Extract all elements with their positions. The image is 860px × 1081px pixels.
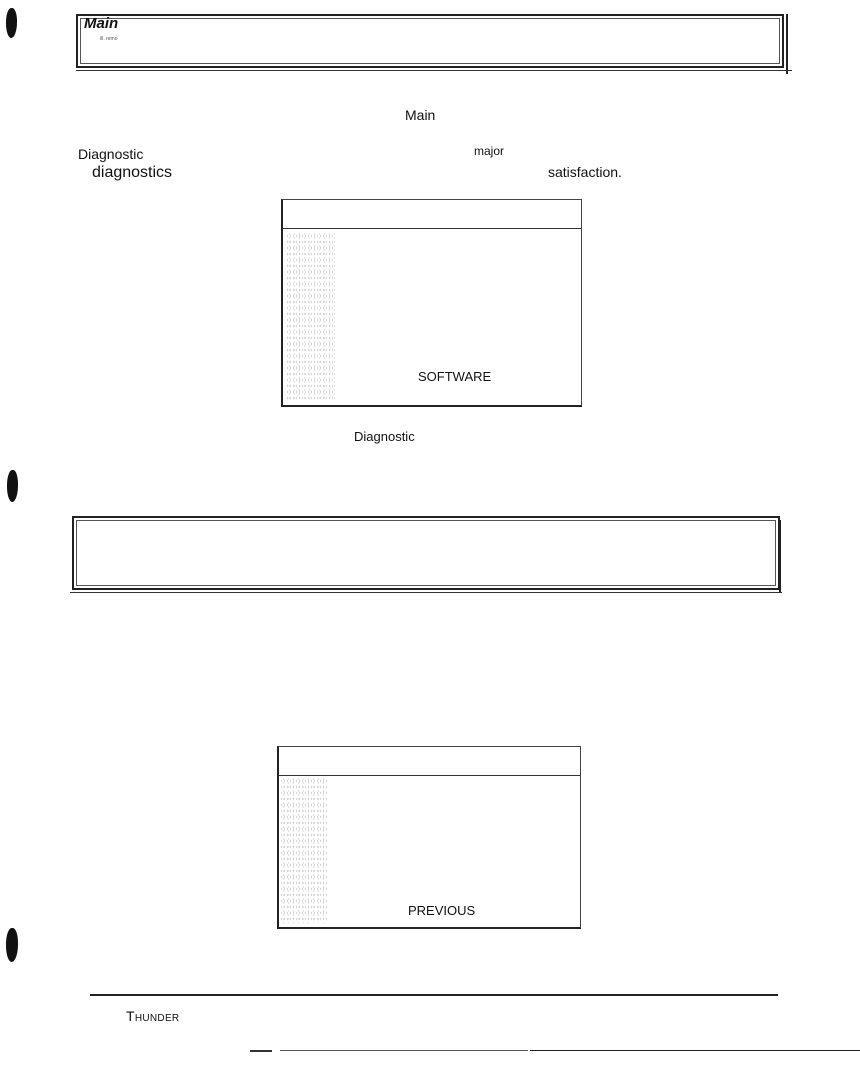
intro-major-word: major — [474, 144, 505, 158]
header-frame — [76, 14, 784, 68]
footer-brand — [126, 1008, 179, 1024]
screen-scan-noise — [287, 232, 335, 400]
intro-main-word: Main — [405, 107, 436, 123]
section-frame — [72, 516, 780, 590]
footer-rule — [90, 994, 778, 996]
intro-satisfaction-word: satisfaction. — [548, 164, 622, 180]
scan-artifact-right — [530, 1050, 860, 1051]
screen-option-label: SOFTWARE — [418, 369, 492, 384]
intro-diagnostic-word: Diagnostic — [78, 146, 144, 162]
header-frame-edge — [786, 14, 788, 74]
section-title: Main — [84, 15, 119, 32]
screen-illustration-software — [281, 199, 582, 407]
scan-artifact-left — [250, 1050, 272, 1052]
figure-caption: Diagnostic — [354, 429, 415, 444]
screen-option-label: PREVIOUS — [408, 903, 476, 918]
screen-scan-noise — [281, 777, 327, 923]
section-frame-edge — [779, 520, 781, 592]
footer-brand-initial: T — [126, 1008, 135, 1024]
section-subtitle: ill. remo — [100, 36, 118, 42]
section-frame-underline — [70, 592, 782, 593]
screen-header-bar — [283, 200, 581, 229]
footer-brand-rest: HUNDER — [134, 1013, 180, 1024]
screen-header-bar — [279, 747, 580, 776]
scan-artifact-main — [280, 1050, 528, 1051]
header-frame-underline — [76, 70, 792, 71]
screen-illustration-previous — [277, 746, 581, 929]
binder-hole-bottom — [6, 928, 18, 962]
binder-hole-top — [6, 8, 17, 38]
intro-diagnostics-word: diagnostics — [92, 164, 173, 181]
binder-hole-middle — [7, 470, 18, 502]
